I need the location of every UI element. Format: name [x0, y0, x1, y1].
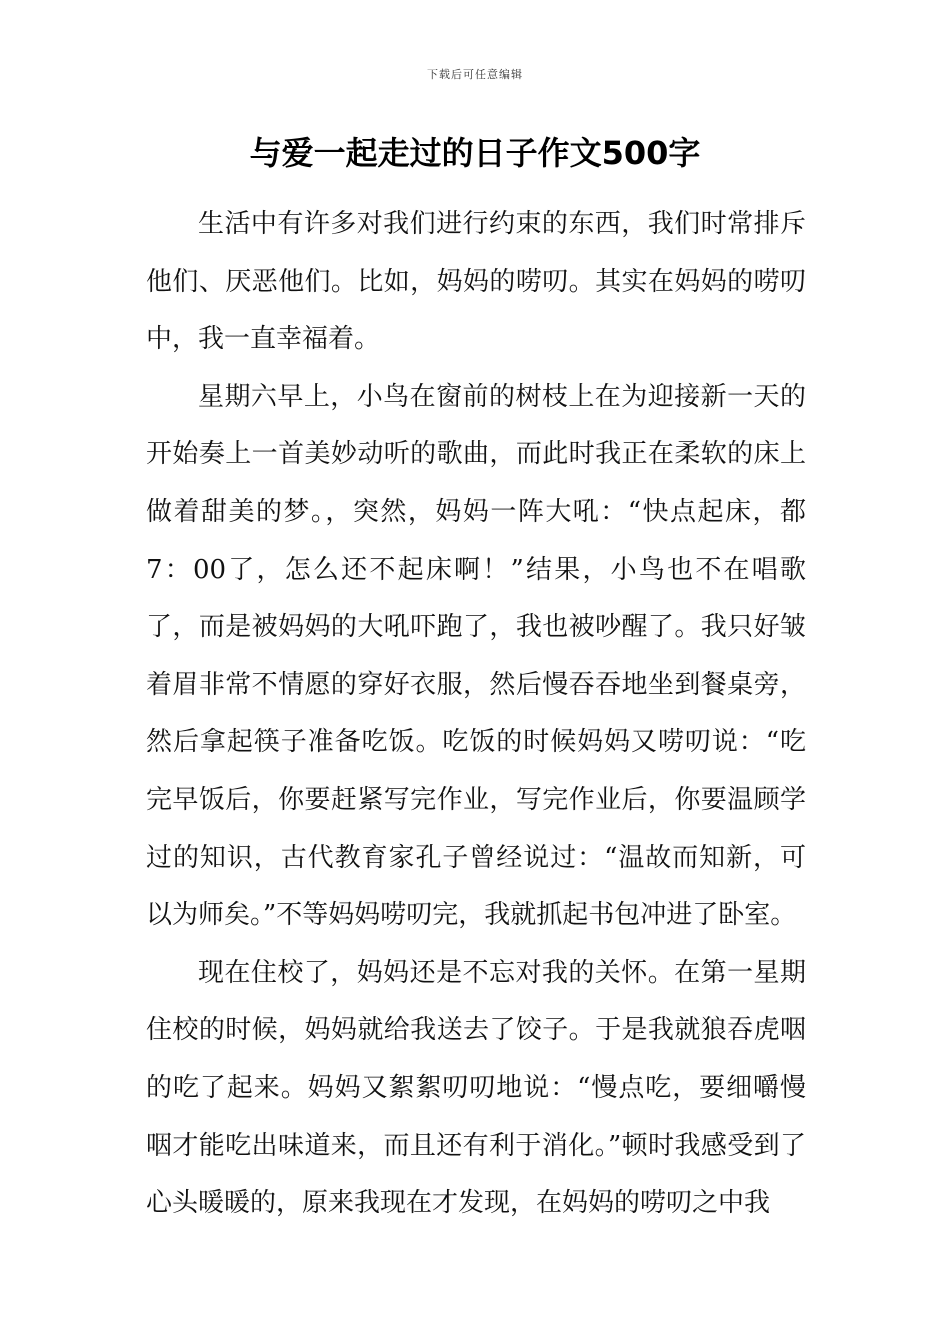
essay-body [146, 196, 806, 1233]
header-note: 下载后可任意编辑 [427, 68, 523, 81]
paragraph-1: 生活中有许多对我们进行约束的东西，我们时常排斥他们、厌恶他们。比如，妈妈的唠叨。其实在妈妈的唠叨中，我一直幸福着。 [146, 209, 806, 355]
paragraph-3: 现在住校了，妈妈还是不忘对我的关怀。在第一星期住校的时候，妈妈就给我送去了饺子。于是我就狼吞虎咽的吃了起来。妈妈又絮絮叨叨地说：“慢点吃，要细嚼慢咽才能吃出味道来，而且还有利于消化。”顿时我感受到了心头暖暖的，原来我现在才发现，在妈妈的唠叨之中我 [146, 957, 806, 1219]
page-title: 与爱一起走过的日子作文500字 [249, 134, 701, 172]
paragraph-2: 星期六早上，小鸟在窗前的树枝上在为迎接新一天的开始奏上一首美妙动听的歌曲，而此时我正在柔软的床上做着甜美的梦。，突然，妈妈一阵大吼：“快点起床，都7：00了，怎么还不起床啊！”结果，小鸟也不在唱歌了，而是被妈妈的大吼吓跑了，我也被吵醒了。我只好皱着眉非常不情愿的穿好衣服，然后慢吞吞地坐到餐桌旁，然后拿起筷子准备吃饭。吃饭的时候妈妈又唠叨说：“吃完早饭后，你要赶紧写完作业，写完作业后，你要温顾学过的知识，古代教育家孔子曾经说过：“温故而知新，可以为师矣。”不等妈妈唠叨完，我就抓起书包冲进了卧室。 [146, 381, 806, 931]
